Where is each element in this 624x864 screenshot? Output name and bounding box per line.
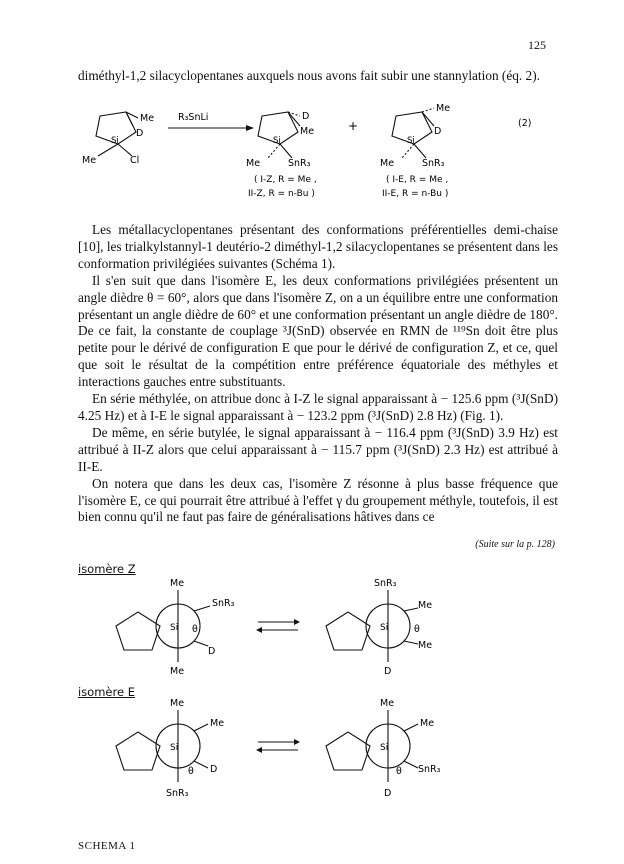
intro-text: diméthyl-1,2 silacyclopentanes auxquels nous avons fait subir une stannylation (éq. 2). xyxy=(78,68,540,83)
p1-me2: Me xyxy=(246,158,261,169)
p1-me: Me xyxy=(300,126,315,137)
paragraph-1: Les métallacyclopentanes présentant des conformations préférentielles demi-chaise [10], les trialkylstannyl-1 deutério-2 diméthyl-1,2 silacyclopentanes se présentent dans les conformation privilégiées suivantes (Schéma 1). xyxy=(78,222,558,271)
p2-si: Si xyxy=(407,136,415,146)
svg-text:θ: θ xyxy=(396,766,402,777)
starting-silacyclopentane xyxy=(96,112,138,156)
start-si: Si xyxy=(111,136,119,146)
start-me2: Me xyxy=(82,155,97,166)
svg-text:D: D xyxy=(208,646,216,657)
svg-text:D: D xyxy=(210,764,218,775)
p2-caption-2: II-E, R = n-Bu ) xyxy=(382,189,449,199)
svg-text:Me: Me xyxy=(170,666,185,677)
svg-text:Me: Me xyxy=(210,718,225,729)
paragraph-5: On notera que dans les deux cas, l'isomère Z résonne à plus basse fréquence que l'isomère E, ce qui pourrait être attribué à l'effet γ du groupement méthyle, toutefois, il est bien connu qu'il ne faut pas faire de généralisations hâtives dans ce xyxy=(78,475,558,525)
start-me1: Me xyxy=(140,113,155,124)
schema-caption: SCHEMA 1 xyxy=(78,840,136,852)
paragraph-4: De même, en série butylée, le signal apparaissant à − 116.4 ppm (³J(SnD) 3.9 Hz) est attribué à II-Z alors que celui apparaissant à − 115.7 ppm (³J(SnD) 2.3 Hz) est attribué à II-E. xyxy=(78,424,558,474)
svg-text:SnR₃: SnR₃ xyxy=(212,598,235,609)
svg-text:Me: Me xyxy=(380,698,395,709)
page-number: 125 xyxy=(528,38,546,52)
p2-sn: SnR₃ xyxy=(422,158,445,169)
p1-si: Si xyxy=(273,136,281,146)
p2-me: Me xyxy=(436,103,451,114)
svg-text:θ: θ xyxy=(192,624,198,635)
product-e xyxy=(392,108,434,158)
paragraph-3: En série méthylée, on attribue donc à I-Z le signal apparaissant à − 125.6 ppm (³J(SnD) 4.25 Hz) et à I-E le signal apparaissant à − 123.2 ppm (³J(SnD) 2.8 Hz) (Fig. 1). xyxy=(78,391,558,423)
p1-caption-2: II-Z, R = n-Bu ) xyxy=(248,189,315,199)
svg-text:Me: Me xyxy=(418,600,433,611)
svg-text:SnR₃: SnR₃ xyxy=(418,764,441,775)
p2-me2: Me xyxy=(380,158,395,169)
p1-d: D xyxy=(302,111,310,122)
svg-text:Me: Me xyxy=(170,698,185,709)
svg-text:D: D xyxy=(384,666,392,677)
equation-number: (2) xyxy=(518,118,532,129)
start-cl: Cl xyxy=(130,155,140,166)
svg-text:Si: Si xyxy=(170,623,179,633)
body-text xyxy=(78,222,558,526)
plus-sign: + xyxy=(348,119,359,133)
svg-text:Me: Me xyxy=(170,578,185,589)
svg-text:Si: Si xyxy=(170,743,179,753)
svg-text:Si: Si xyxy=(380,623,389,633)
reaction-scheme xyxy=(78,96,558,208)
svg-text:θ: θ xyxy=(188,766,194,777)
isomer-e-label: isomère E xyxy=(78,685,135,699)
p1-caption-1: ( I-Z, R = Me , xyxy=(254,175,317,185)
reagent-label: R₃SnLi xyxy=(178,112,209,123)
paragraph-2: Il s'en suit que dans l'isomère E, les deux conformations privilégiées présentent un angle dièdre θ = 60°, alors que dans l'isomère Z, on a un équilibre entre une conformation présentant un angle dièdre de 60° et une conformation présentant un angle dièdre de 180°. De ce fait, la constante de couplage ³J(SnD) observée en RMN de ¹¹⁹Sn doit être plus petite pour le dérivé de configuration E que pour le dérivé de configuration Z, et ce, quel que soit le résultat de la compétition entre préférence équatoriale des méthyles et interactions gauches entre substituants. xyxy=(78,272,558,390)
svg-text:Me: Me xyxy=(420,718,435,729)
svg-text:θ: θ xyxy=(414,624,420,635)
p1-sn: SnR₃ xyxy=(288,158,311,169)
start-d: D xyxy=(136,128,144,139)
p2-d: D xyxy=(434,126,442,137)
product-z xyxy=(258,112,300,158)
p2-caption-1: ( I-E, R = Me , xyxy=(386,175,449,185)
svg-text:D: D xyxy=(384,788,392,799)
svg-text:SnR₃: SnR₃ xyxy=(374,578,397,589)
continuation-note: (Suite sur la p. 128) xyxy=(475,539,555,550)
isomer-z-label: isomère Z xyxy=(78,562,136,576)
svg-text:Si: Si xyxy=(380,743,389,753)
svg-text:SnR₃: SnR₃ xyxy=(166,788,189,799)
svg-text:Me: Me xyxy=(418,640,433,651)
schema-1-diagram xyxy=(78,576,558,816)
